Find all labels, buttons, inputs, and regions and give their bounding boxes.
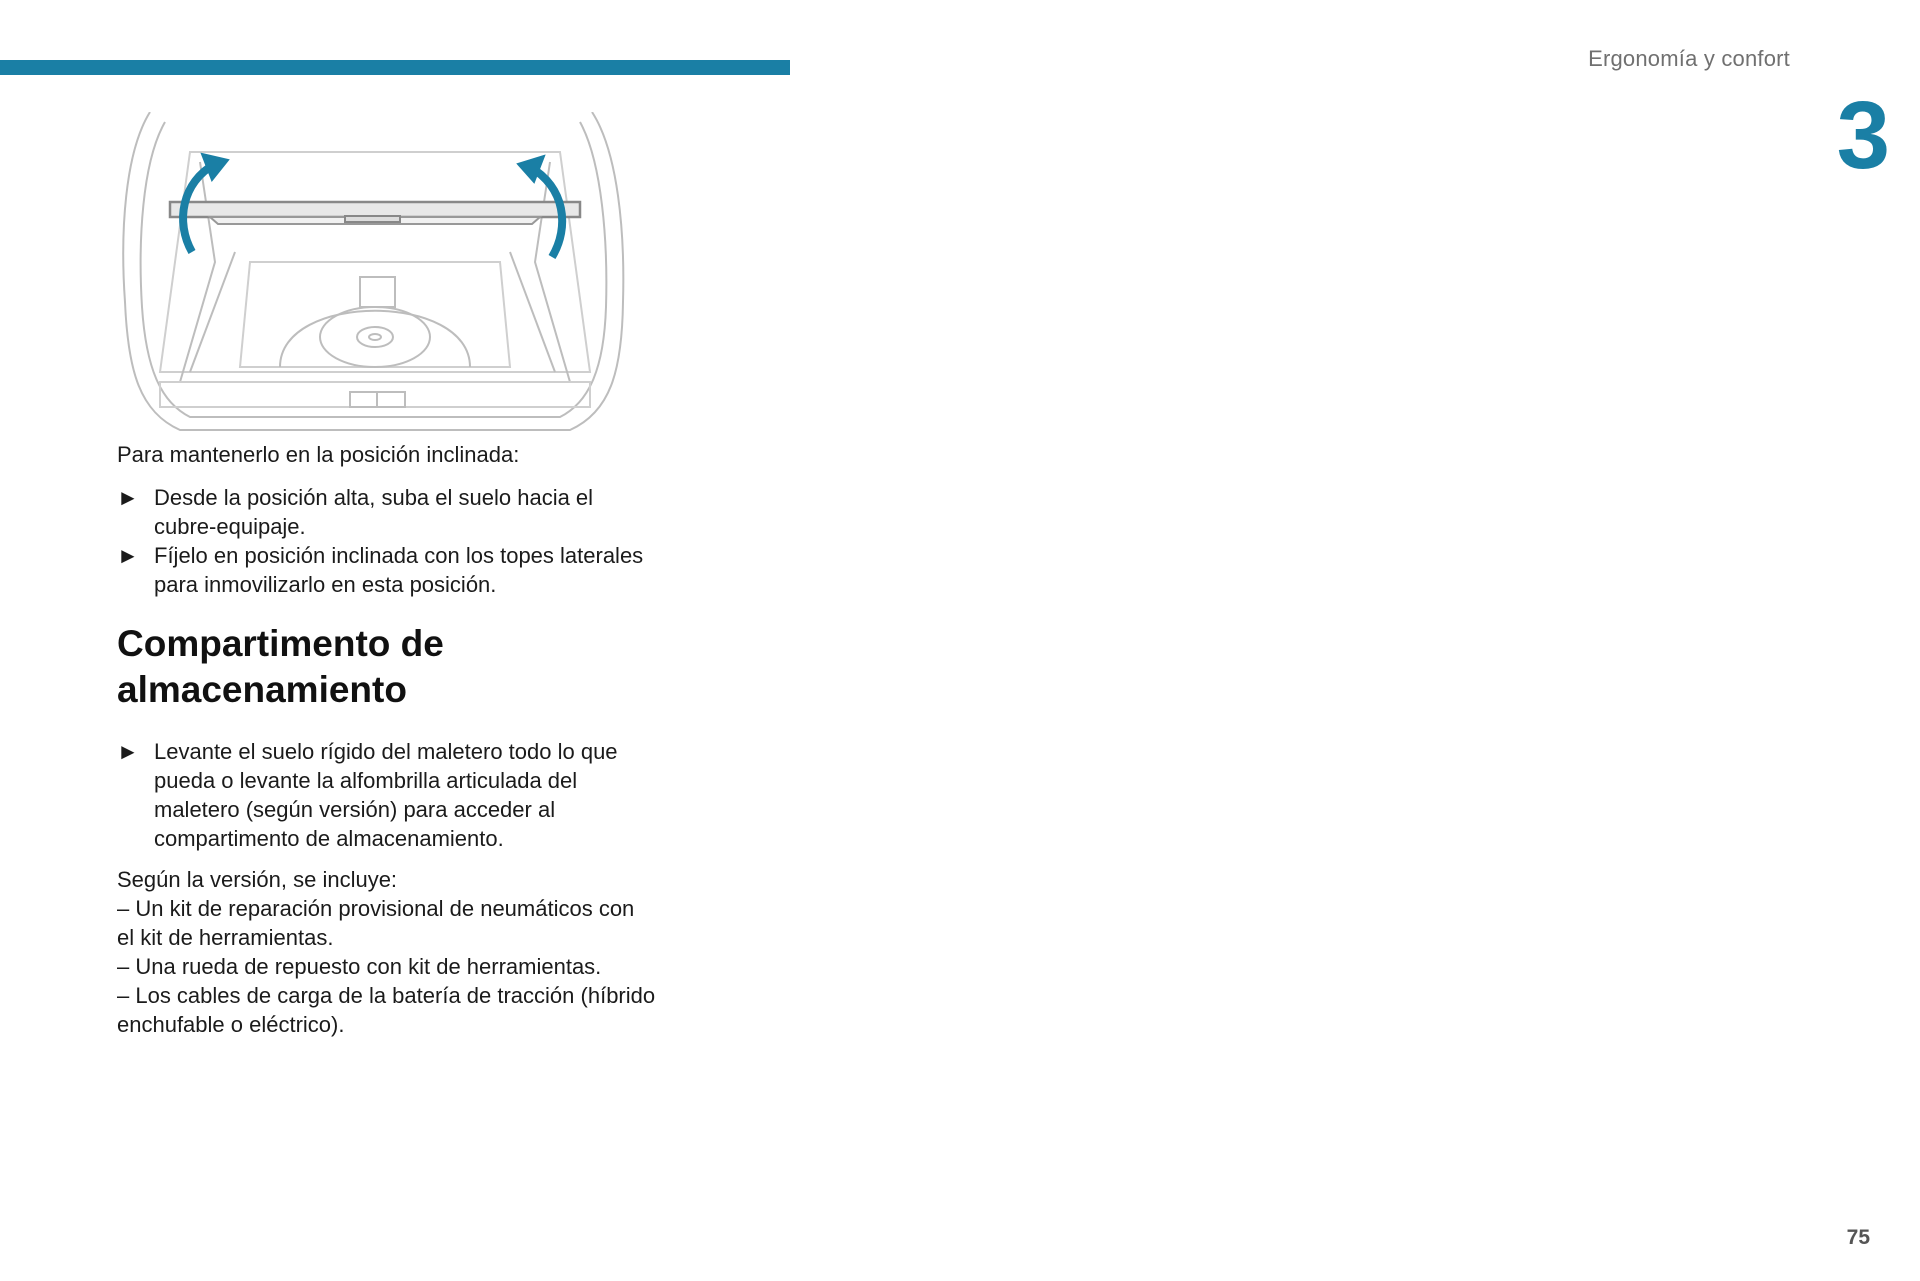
main-content: [117, 440, 657, 1039]
bullet-text: Desde la posición alta, suba el suelo hacia el cubre-equipaje.: [154, 485, 594, 539]
triangle-bullet-icon: ►: [117, 739, 139, 764]
bullet-item: [117, 737, 657, 853]
page-number: 75: [1846, 1226, 1870, 1249]
bullet-item: [117, 541, 657, 599]
bullet-item: [117, 483, 657, 541]
chapter-number: 3: [1836, 82, 1890, 189]
bullet-text: Fíjelo en posición inclinada con los topes laterales para inmovilizarlo en esta posición.: [154, 543, 644, 597]
triangle-bullet-icon: ►: [117, 543, 139, 568]
list-item: – Un kit de reparación provisional de neumáticos con el kit de herramientas.: [117, 896, 635, 950]
section-heading: Compartimento de almacenamiento: [117, 623, 444, 710]
list-item: – Los cables de carga de la batería de tracción (híbrido enchufable o eléctrico).: [117, 983, 656, 1037]
trunk-cover-illustration: [120, 112, 625, 432]
triangle-bullet-icon: ►: [117, 485, 139, 510]
header-accent-bar: [0, 60, 790, 75]
bullet-text: Levante el suelo rígido del maletero todo lo que pueda o levante la alfombrilla articulada del maletero (según versión) para acceder al compartimento de almacenamiento.: [154, 739, 618, 851]
list-intro: Según la versión, se incluye:: [117, 867, 398, 892]
list-item: – Una rueda de repuesto con kit de herramientas.: [117, 954, 602, 979]
section-title: Ergonomía y confort: [1588, 46, 1790, 71]
intro-text: Para mantenerlo en la posición inclinada:: [117, 442, 520, 467]
